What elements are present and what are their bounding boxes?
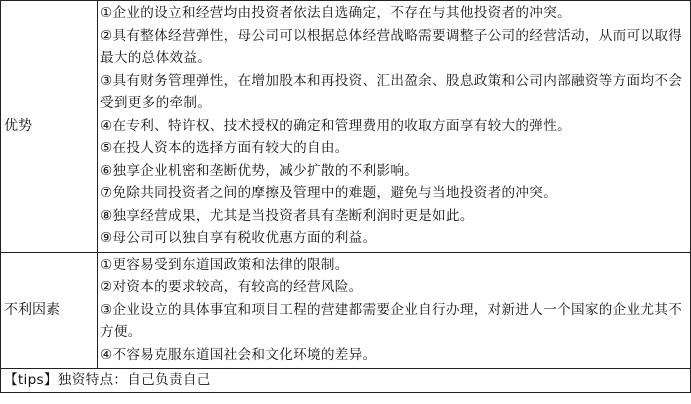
disadvantages-list xyxy=(98,252,691,369)
list-item: ③企业设立的具体事宜和项目工程的营建都需要企业自行办理，对新进人一个国家的企业尤其不方便。 xyxy=(100,301,683,340)
list-item: ④在专利、特许权、技术授权的确定和管理费用的收取方面享有较大的弹性。 xyxy=(100,117,571,134)
advantages-list xyxy=(98,1,691,253)
row-label-advantages: 优势 xyxy=(1,1,98,253)
list-item: ⑨母公司可以独自享有税收优惠方面的利益。 xyxy=(100,230,377,246)
list-item: ⑥独享企业机密和垄断优势，减少扩散的不利影响。 xyxy=(100,162,419,179)
list-item: ②对资本的要求较高，有较高的经营风险。 xyxy=(100,279,363,295)
list-item: ⑧独享经营成果，尤其是当投资者具有垄断利润时更是如此。 xyxy=(100,207,474,224)
list-item: ⑦免除共同投资者之间的摩擦及管理中的难题，避免与当地投资者的冲突。 xyxy=(100,185,558,201)
list-item: ①更容易受到东道国政策和法律的限制。 xyxy=(100,256,349,273)
list-item: ③具有财务管理弹性，在增加股本和再投资、汇出盈余、股息政策和公司内部融资等方面均不会受到更多的牵制。 xyxy=(100,72,683,111)
table-row-advantages xyxy=(1,1,691,253)
list-item: ④不容易克服东道国社会和文化环境的差异。 xyxy=(100,346,377,363)
tips-note: 【tips】独资特点：自己负责自己 xyxy=(1,369,691,393)
list-item: ①企业的设立和经营均由投资者依法自选确定，不存在与其他投资者的冲突。 xyxy=(100,5,571,21)
table-row-disadvantages xyxy=(1,252,691,369)
table-row-tips xyxy=(1,369,691,393)
list-item: ②具有整体经营弹性，母公司可以根据总体经营战略需要调整子公司的经营活动，从而可以取得最大的总体效益。 xyxy=(100,27,683,66)
row-label-disadvantages: 不利因素 xyxy=(1,252,98,369)
list-item: ⑤在投人资本的选择方面有较大的自由。 xyxy=(100,140,349,156)
